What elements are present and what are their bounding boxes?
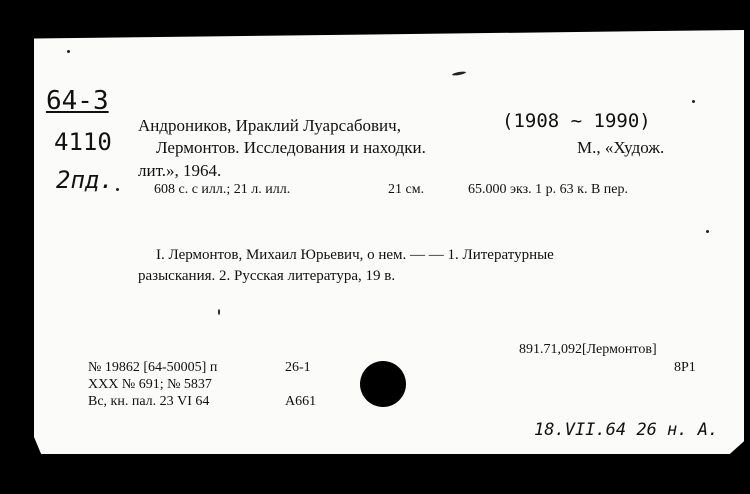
record-line2: ХХХ № 691; № 5837 [88,377,212,392]
record-line1-left: № 19862 [64-50005] п [88,360,218,375]
handwritten-date-note: 18.VII.64 26 н. А. [534,420,719,440]
noise-speck [116,188,119,191]
punch-hole [360,361,406,407]
noise-speck [692,100,695,103]
call-number-line1: 64-3 [46,86,109,116]
subjects-line1: I. Лермонтов, Михаил Юрьевич, о нем. — — 1. Литературные [156,247,554,263]
call-number-line3: 2пд. [56,166,114,194]
author-dates-handwritten: (1908 ~ 1990) [502,110,651,132]
noise-speck [67,50,70,53]
shelf-mark: 8Р1 [674,360,696,375]
size: 21 см. [388,182,425,197]
call-number-line2: 4110 [54,128,112,156]
physical-description: 608 с. с илл.; 21 л. илл. [154,182,291,197]
imprint-line2: лит.», 1964. [138,161,222,180]
record-line1-right: 26-1 [285,360,311,375]
noise-speck [706,230,709,233]
subjects-line2: разыскания. 2. Русская литература, 19 в. [138,268,396,284]
title-line: Лермонтов. Исследования и находки. [156,138,426,157]
edition-price: 65.000 экз. 1 р. 63 к. В пер. [468,182,629,197]
classification-number: 891.71,092[Лермонтов] [519,342,657,357]
imprint-line1: М., «Худож. [577,138,665,157]
author-heading: Андроников, Ираклий Луарсабович, [138,116,401,135]
record-line3-right: А661 [285,394,317,409]
record-line3-left: Вс, кн. пал. 23 VI 64 [88,394,210,409]
noise-speck [218,309,220,315]
